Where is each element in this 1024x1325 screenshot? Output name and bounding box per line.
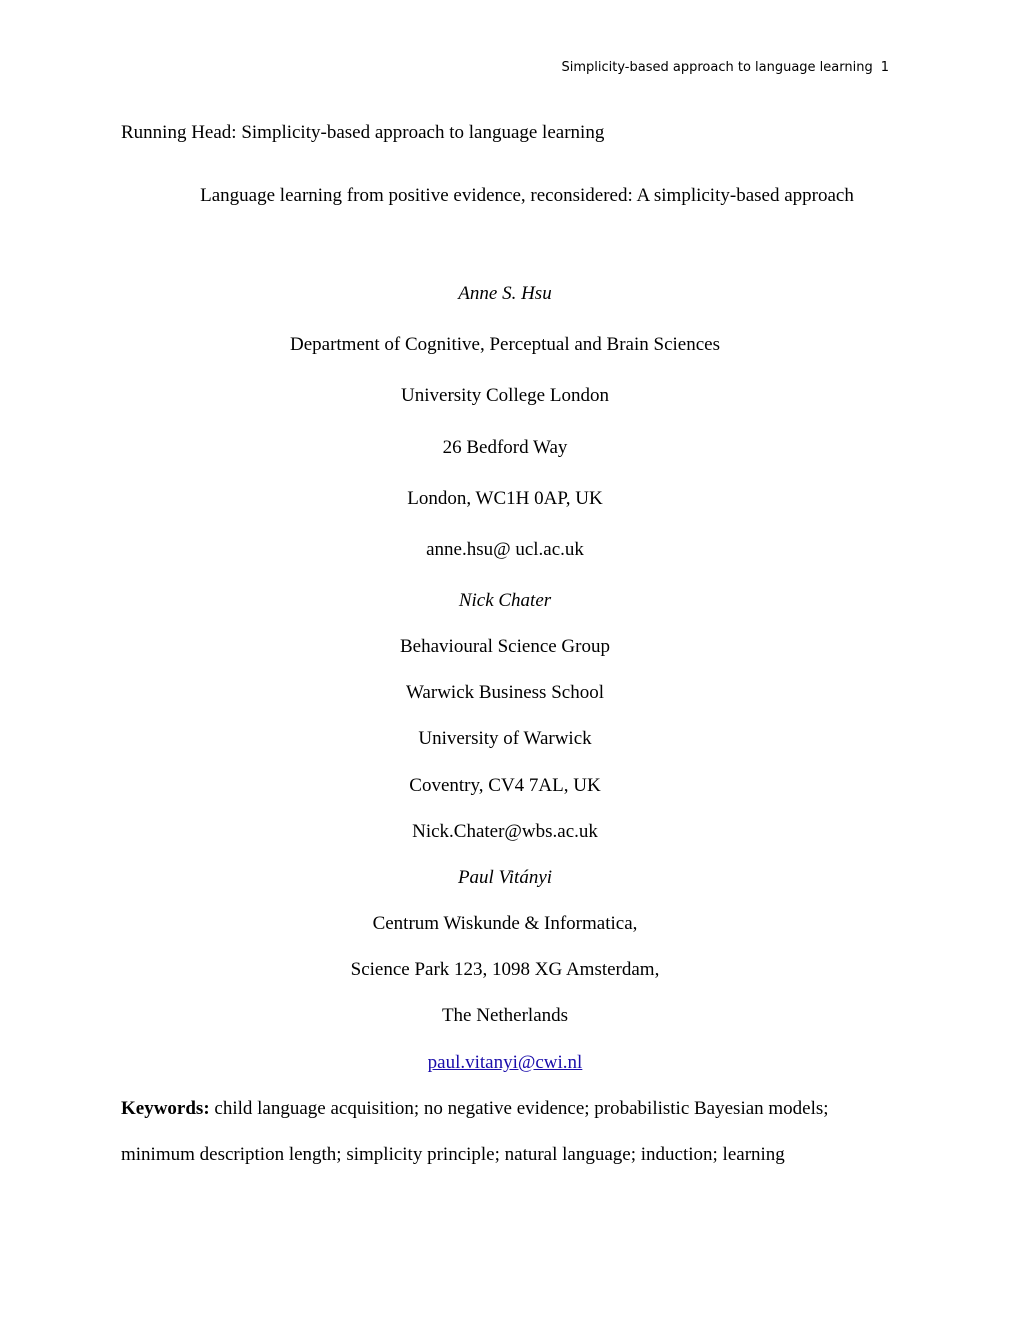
author-2-affiliation-line: Warwick Business School [406,682,604,703]
author-name-3: Paul Vitányi [457,867,553,888]
author-3-affiliation-line: Science Park 123, 1098 XG Amsterdam, [350,959,660,980]
page-header [561,60,889,75]
running-head: Running Head: Simplicity-based approach to language learning [121,122,605,143]
author-1-affiliation-line: University College London [401,385,609,406]
author-3-affiliation-line: The Netherlands [441,1005,569,1026]
header-running-title: Simplicity-based approach to language learning [561,60,873,75]
author-2-affiliation-line: University of Warwick [418,728,592,749]
author-name-1: Anne S. Hsu [458,283,552,304]
keywords-label: Keywords: [121,1098,210,1119]
keywords-line-1 [121,1097,829,1121]
author-2-affiliation-line: Coventry, CV4 7AL, UK [409,775,601,796]
author-2-email: Nick.Chater@wbs.ac.uk [412,821,598,842]
author-3-email-container [0,1051,1010,1075]
keywords-text-1: child language acquisition; no negative evidence; probabilistic Bayesian models; [209,1098,829,1119]
page-number: 1 [880,60,889,75]
author-1-affiliation-line: Department of Cognitive, Perceptual and Brain Sciences [289,334,720,355]
author-1-affiliation-line: 26 Bedford Way [442,437,568,458]
author-1-email: anne.hsu@ ucl.ac.uk [426,539,584,560]
keywords-line-2: minimum description length; simplicity principle; natural language; induction; learning [121,1144,785,1165]
author-2-affiliation-line: Behavioural Science Group [400,636,610,657]
paper-title: Language learning from positive evidence, reconsidered: A simplicity-based approach [200,185,854,206]
author-3-affiliation-line: Centrum Wiskunde & Informatica, [372,913,638,934]
author-1-affiliation-line: London, WC1H 0AP, UK [407,488,603,509]
author-name-2: Nick Chater [458,590,552,611]
author-3-email-link[interactable]: paul.vitanyi@cwi.nl [427,1052,583,1073]
